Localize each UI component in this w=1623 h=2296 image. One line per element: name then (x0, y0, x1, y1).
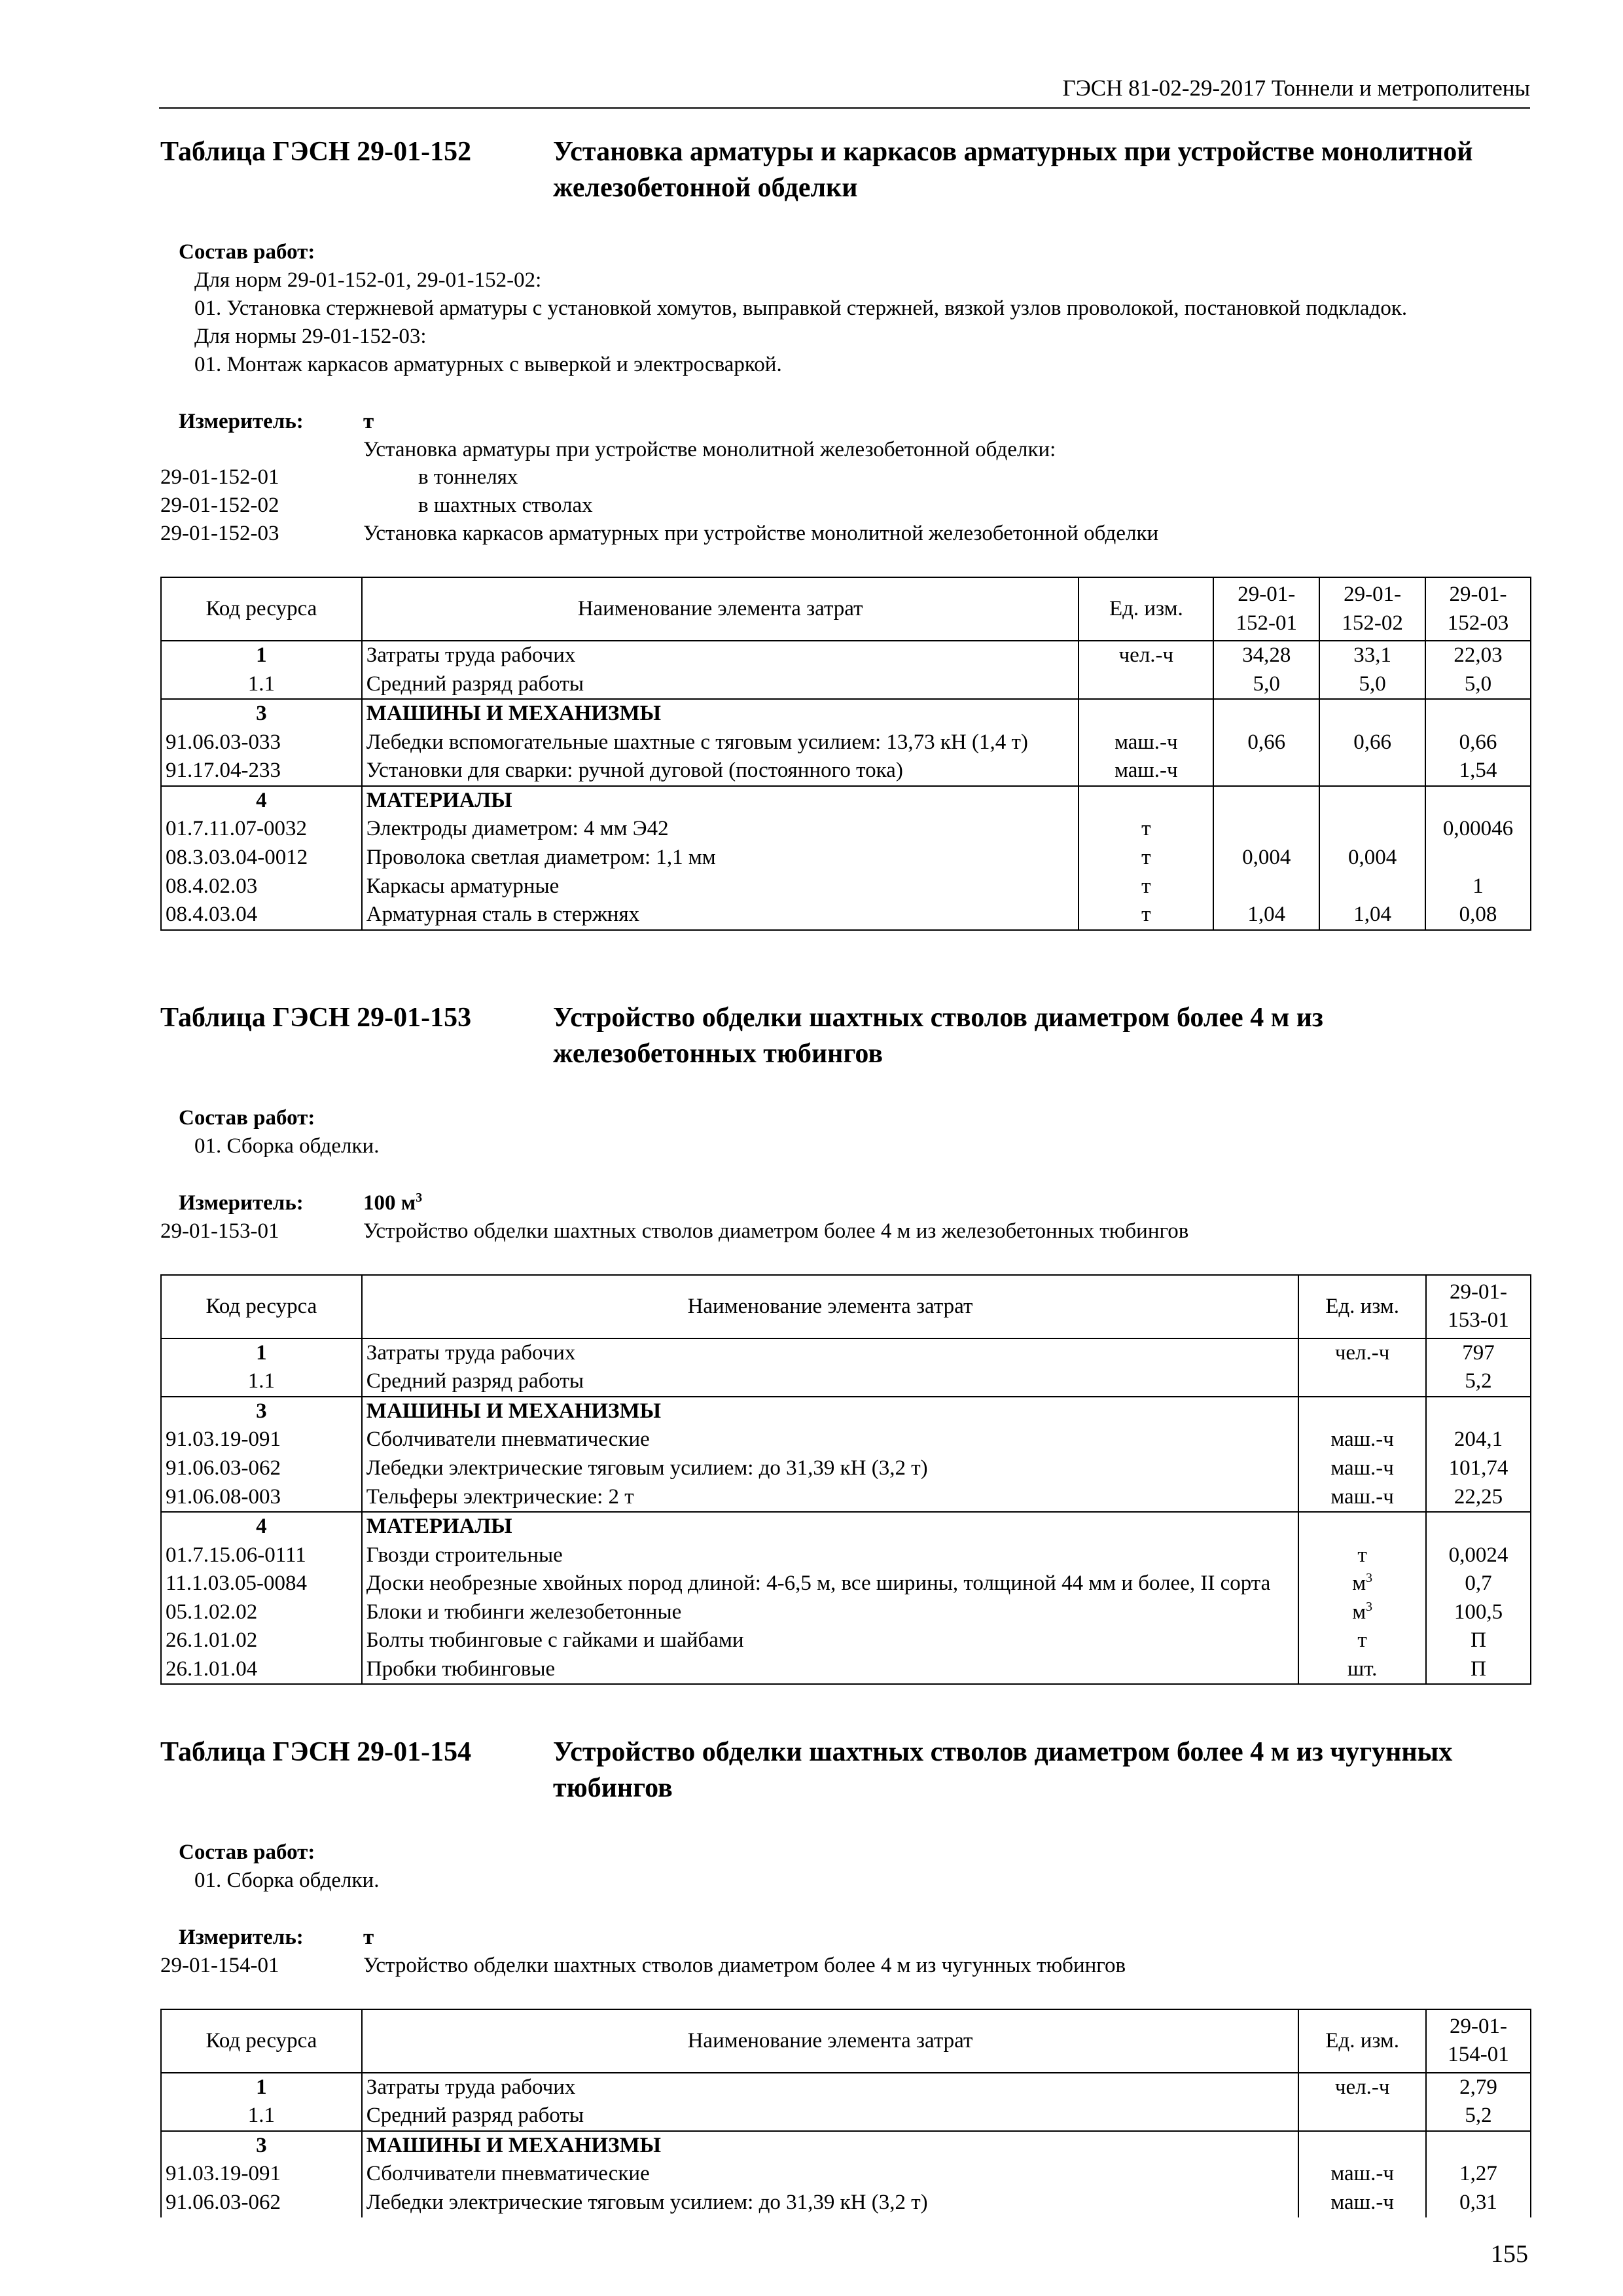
norm-value: 22,25 (1426, 1483, 1531, 1513)
resource-name: Блоки и тюбинги железобетонные (362, 1598, 1298, 1627)
table-row (161, 872, 1531, 901)
resource-code: 01.7.15.06-0111 (161, 1541, 362, 1570)
column-header: 29-01-152-02 (1319, 577, 1425, 641)
meter-intro: Установка арматуры при устройстве монолитной железобетонной обделки: (363, 437, 1056, 461)
table-header-row (161, 1275, 1531, 1338)
resource-unit: $м^3$ (1298, 1598, 1426, 1627)
table-row (161, 728, 1531, 757)
resource-unit: чел.-ч (1298, 1338, 1426, 1368)
column-header: 29-01-152-01 (1213, 577, 1319, 641)
table-row (161, 1338, 1531, 1368)
page-number: 155 (1491, 2240, 1528, 2268)
norm-code: 29-01-154-01 (160, 1953, 279, 1977)
column-header: Наименование элемента затрат (362, 2009, 1298, 2073)
table-number: Таблица ГЭСН 29-01-153 (160, 1003, 472, 1033)
norm-value (1213, 699, 1319, 728)
norm-value: 5,0 (1425, 670, 1531, 700)
composition-label: Состав работ: (179, 1106, 315, 1130)
norm-text: Устройство обделки шахтных стволов диаметром более 4 м из чугунных тюбингов (363, 1953, 1126, 1977)
norm-value (1426, 1512, 1531, 1541)
column-header: Код ресурса (161, 2009, 362, 2073)
norm-value (1213, 757, 1319, 786)
table-row (161, 1512, 1531, 1541)
norm-value: 101,74 (1426, 1454, 1531, 1483)
resource-name: Средний разряд работы (362, 1367, 1298, 1397)
norm-value: 1,04 (1319, 901, 1425, 930)
resource-code: 91.06.03-062 (161, 1454, 362, 1483)
resource-unit (1298, 1397, 1426, 1426)
resource-unit: маш.-ч (1298, 2189, 1426, 2217)
table-row (161, 1626, 1531, 1655)
table-title: Устройство обделки шахтных стволов диаметром более 4 м из железобетонных тюбингов (553, 1003, 1323, 1069)
norm-value: 0,08 (1425, 901, 1531, 930)
norm-value: 0,66 (1425, 728, 1531, 757)
table-number: Таблица ГЭСН 29-01-154 (160, 1737, 472, 1767)
resource-unit: $м^3$ (1298, 1570, 1426, 1598)
norm-value (1426, 1397, 1531, 1426)
resource-code: 1 (161, 641, 362, 670)
resource-unit: т (1079, 844, 1213, 872)
meter-block (160, 1189, 1531, 1246)
table-row (161, 2102, 1531, 2131)
norm-value (1213, 815, 1319, 844)
table-title: Устройство обделки шахтных стволов диаметром более 4 м из чугунных тюбингов (553, 1737, 1453, 1803)
resource-name: Лебедки электрические тяговым усилием: до 31,39 кН (3,2 т) (362, 1454, 1298, 1483)
meter-label: Измеритель: (179, 1191, 304, 1215)
resource-unit (1298, 2131, 1426, 2161)
table-row (161, 1598, 1531, 1627)
column-header: Ед. изм. (1298, 2009, 1426, 2073)
resource-code: 3 (161, 2131, 362, 2161)
table-row (161, 641, 1531, 670)
norm-value: 204,1 (1426, 1426, 1531, 1454)
column-header: 29-01-153-01 (1426, 1275, 1531, 1338)
table-title: Установка арматуры и каркасов арматурных при устройстве монолитной железобетонной обделки (553, 137, 1473, 203)
table-row (161, 757, 1531, 786)
table-row (161, 1483, 1531, 1513)
resource-code: 08.3.03.04-0012 (161, 844, 362, 872)
norm-value: 0,004 (1213, 844, 1319, 872)
resource-name: Электроды диаметром: 4 мм Э42 (362, 815, 1079, 844)
norm-value (1213, 872, 1319, 901)
resource-name: Тельферы электрические: 2 т (362, 1483, 1298, 1513)
norm-code: 29-01-153-01 (160, 1219, 279, 1243)
norm-code: 29-01-152-02 (160, 493, 279, 518)
resource-code: 91.06.03-033 (161, 728, 362, 757)
column-header: Ед. изм. (1079, 577, 1213, 641)
column-header: Наименование элемента затрат (362, 1275, 1298, 1338)
norm-text: Устройство обделки шахтных стволов диаметром более 4 м из железобетонных тюбингов (363, 1219, 1189, 1243)
norm-value: П (1426, 1655, 1531, 1685)
resource-name: Лебедки электрические тяговым усилием: до 31,39 кН (3,2 т) (362, 2189, 1298, 2217)
norm-value: 5,0 (1319, 670, 1425, 700)
table-row (161, 786, 1531, 816)
norm-value: 22,03 (1425, 641, 1531, 670)
resource-name: Средний разряд работы (362, 2102, 1298, 2131)
norm-value: 1,54 (1425, 757, 1531, 786)
norm-value: 0,66 (1213, 728, 1319, 757)
resource-unit (1079, 670, 1213, 700)
resource-unit: шт. (1298, 1655, 1426, 1685)
norm-value: 0,66 (1319, 728, 1425, 757)
meter-label: Измеритель: (179, 1925, 304, 1949)
resource-group-name: МАТЕРИАЛЫ (362, 1512, 1298, 1541)
section-29-01-153 (160, 1000, 1531, 1685)
composition-line: Для норм 29-01-152-01, 29-01-152-02: (194, 268, 542, 293)
norm-value (1319, 872, 1425, 901)
table-row (161, 901, 1531, 930)
norm-value: 0,7 (1426, 1570, 1531, 1598)
resource-unit: т (1079, 901, 1213, 930)
norm-value: 33,1 (1319, 641, 1425, 670)
resource-code: 08.4.02.03 (161, 872, 362, 901)
meter-block (160, 1924, 1531, 1980)
table-row (161, 1397, 1531, 1426)
resource-name: Затраты труда рабочих (362, 641, 1079, 670)
resource-name: Сболчиватели пневматические (362, 1426, 1298, 1454)
norm-text: в тоннелях (418, 465, 518, 490)
norm-value: П (1426, 1626, 1531, 1655)
table-row (161, 2189, 1531, 2217)
table-row (161, 699, 1531, 728)
resource-table (160, 1274, 1531, 1685)
meter-block (160, 408, 1531, 548)
norm-value (1425, 786, 1531, 816)
resource-code: 91.06.03-062 (161, 2189, 362, 2217)
meter-unit: т (363, 409, 374, 433)
table-row (161, 2160, 1531, 2189)
table-row (161, 1570, 1531, 1598)
section-29-01-152 (160, 134, 1531, 931)
resource-code: 3 (161, 1397, 362, 1426)
resource-unit (1079, 786, 1213, 816)
table-row (161, 2131, 1531, 2161)
table-header-row (161, 2009, 1531, 2073)
table-row (161, 815, 1531, 844)
norm-value: 0,0024 (1426, 1541, 1531, 1570)
resource-name: Болты тюбинговые с гайками и шайбами (362, 1626, 1298, 1655)
resource-code: 05.1.02.02 (161, 1598, 362, 1627)
resource-name: Сболчиватели пневматические (362, 2160, 1298, 2189)
table-heading (160, 1000, 1531, 1071)
norm-value (1319, 815, 1425, 844)
composition-line: 01. Сборка обделки. (194, 1869, 380, 1893)
resource-name: Арматурная сталь в стержнях (362, 901, 1079, 930)
resource-group-name: МАШИНЫ И МЕХАНИЗМЫ (362, 1397, 1298, 1426)
table-number: Таблица ГЭСН 29-01-152 (160, 137, 472, 167)
resource-code: 1 (161, 1338, 362, 1368)
resource-unit: маш.-ч (1079, 757, 1213, 786)
resource-name: Пробки тюбинговые (362, 1655, 1298, 1685)
resource-name: Доски необрезные хвойных пород длиной: 4-6,5 м, все ширины, толщиной 44 мм и более, II сорта (362, 1570, 1298, 1598)
norm-value: 34,28 (1213, 641, 1319, 670)
table-row (161, 1426, 1531, 1454)
table-heading (160, 134, 1531, 206)
table-row (161, 844, 1531, 872)
table-row (161, 1367, 1531, 1397)
norm-value: 1,04 (1213, 901, 1319, 930)
composition-line: Для нормы 29-01-152-03: (194, 324, 427, 348)
resource-name: Проволока светлая диаметром: 1,1 мм (362, 844, 1079, 872)
resource-unit (1079, 699, 1213, 728)
resource-name: Установки для сварки: ручной дуговой (постоянного тока) (362, 757, 1079, 786)
composition-line: 01. Сборка обделки. (194, 1134, 380, 1158)
resource-unit: т (1079, 872, 1213, 901)
norm-code: 29-01-152-01 (160, 465, 279, 490)
table-row (161, 1541, 1531, 1570)
resource-code: 4 (161, 1512, 362, 1541)
resource-code: 08.4.03.04 (161, 901, 362, 930)
resource-code: 4 (161, 786, 362, 816)
column-header: Код ресурса (161, 577, 362, 641)
norm-value (1319, 699, 1425, 728)
resource-unit: чел.-ч (1079, 641, 1213, 670)
composition-label: Состав работ: (179, 1840, 315, 1865)
running-head: ГЭСН 81-02-29-2017 Тоннели и метрополитены (1062, 75, 1530, 101)
meter-unit: т (363, 1925, 374, 1949)
resource-unit: маш.-ч (1298, 1483, 1426, 1513)
resource-code: 11.1.03.05-0084 (161, 1570, 362, 1598)
norm-text: в шахтных стволах (418, 493, 593, 518)
resource-code: 91.03.19-091 (161, 2160, 362, 2189)
resource-name: Каркасы арматурные (362, 872, 1079, 901)
norm-value (1425, 844, 1531, 872)
norm-value (1213, 786, 1319, 816)
section-29-01-154 (160, 1734, 1531, 2217)
table-row (161, 1655, 1531, 1685)
norm-value (1426, 2131, 1531, 2161)
resource-group-name: МАШИНЫ И МЕХАНИЗМЫ (362, 699, 1079, 728)
composition-label: Состав работ: (179, 240, 315, 264)
resource-code: 91.03.19-091 (161, 1426, 362, 1454)
resource-code: 1.1 (161, 670, 362, 700)
resource-unit (1298, 1512, 1426, 1541)
norm-value: 0,31 (1426, 2189, 1531, 2217)
norm-text: Установка каркасов арматурных при устройстве монолитной железобетонной обделки (363, 522, 1159, 546)
table-row (161, 670, 1531, 700)
meter-unit: 100 $м^3$ (363, 1190, 423, 1215)
resource-code: 1.1 (161, 2102, 362, 2131)
resource-unit: чел.-ч (1298, 2073, 1426, 2102)
norm-value: 1,27 (1426, 2160, 1531, 2189)
resource-name: Гвозди строительные (362, 1541, 1298, 1570)
table-row (161, 1454, 1531, 1483)
resource-unit: маш.-ч (1298, 1454, 1426, 1483)
column-header: 29-01-152-03 (1425, 577, 1531, 641)
resource-unit: т (1079, 815, 1213, 844)
resource-name: Лебедки вспомогательные шахтные с тяговым усилием: 13,73 кН (1,4 т) (362, 728, 1079, 757)
column-header: Наименование элемента затрат (362, 577, 1079, 641)
resource-code: 91.17.04-233 (161, 757, 362, 786)
composition-line: 01. Установка стержневой арматуры с установкой хомутов, выправкой стержней, вязкой узлов проволокой, постановкой подкладок. (194, 296, 1408, 320)
resource-code: 91.06.08-003 (161, 1483, 362, 1513)
resource-code: 01.7.11.07-0032 (161, 815, 362, 844)
table-header-row (161, 577, 1531, 641)
norm-value: 0,004 (1319, 844, 1425, 872)
resource-name: Затраты труда рабочих (362, 1338, 1298, 1368)
norm-value (1425, 699, 1531, 728)
composition-line: 01. Монтаж каркасов арматурных с выверкой и электросваркой. (194, 352, 782, 376)
norm-value: 5,2 (1426, 1367, 1531, 1397)
resource-code: 1.1 (161, 1367, 362, 1397)
norm-value: 1 (1425, 872, 1531, 901)
resource-unit: т (1298, 1541, 1426, 1570)
resource-group-name: МАШИНЫ И МЕХАНИЗМЫ (362, 2131, 1298, 2161)
norm-value: 0,00046 (1425, 815, 1531, 844)
table-heading (160, 1734, 1531, 1806)
resource-name: Средний разряд работы (362, 670, 1079, 700)
norm-value: 5,2 (1426, 2102, 1531, 2131)
resource-table (160, 2009, 1531, 2217)
meter-label: Измеритель: (179, 409, 304, 433)
column-header: Ед. изм. (1298, 1275, 1426, 1338)
resource-unit (1298, 1367, 1426, 1397)
table-row (161, 2073, 1531, 2102)
resource-name: Затраты труда рабочих (362, 2073, 1298, 2102)
norm-value: 100,5 (1426, 1598, 1531, 1627)
column-header: 29-01-154-01 (1426, 2009, 1531, 2073)
norm-code: 29-01-152-03 (160, 522, 279, 546)
header-rule (159, 107, 1530, 109)
resource-unit: т (1298, 1626, 1426, 1655)
resource-code: 3 (161, 699, 362, 728)
resource-code: 26.1.01.04 (161, 1655, 362, 1685)
norm-value: 2,79 (1426, 2073, 1531, 2102)
norm-value: 797 (1426, 1338, 1531, 1368)
resource-unit (1298, 2102, 1426, 2131)
resource-code: 1 (161, 2073, 362, 2102)
resource-group-name: МАТЕРИАЛЫ (362, 786, 1079, 816)
resource-unit: маш.-ч (1079, 728, 1213, 757)
resource-table (160, 577, 1531, 931)
norm-value (1319, 786, 1425, 816)
column-header: Код ресурса (161, 1275, 362, 1338)
norm-value: 5,0 (1213, 670, 1319, 700)
resource-unit: маш.-ч (1298, 1426, 1426, 1454)
resource-code: 26.1.01.02 (161, 1626, 362, 1655)
resource-unit: маш.-ч (1298, 2160, 1426, 2189)
norm-value (1319, 757, 1425, 786)
